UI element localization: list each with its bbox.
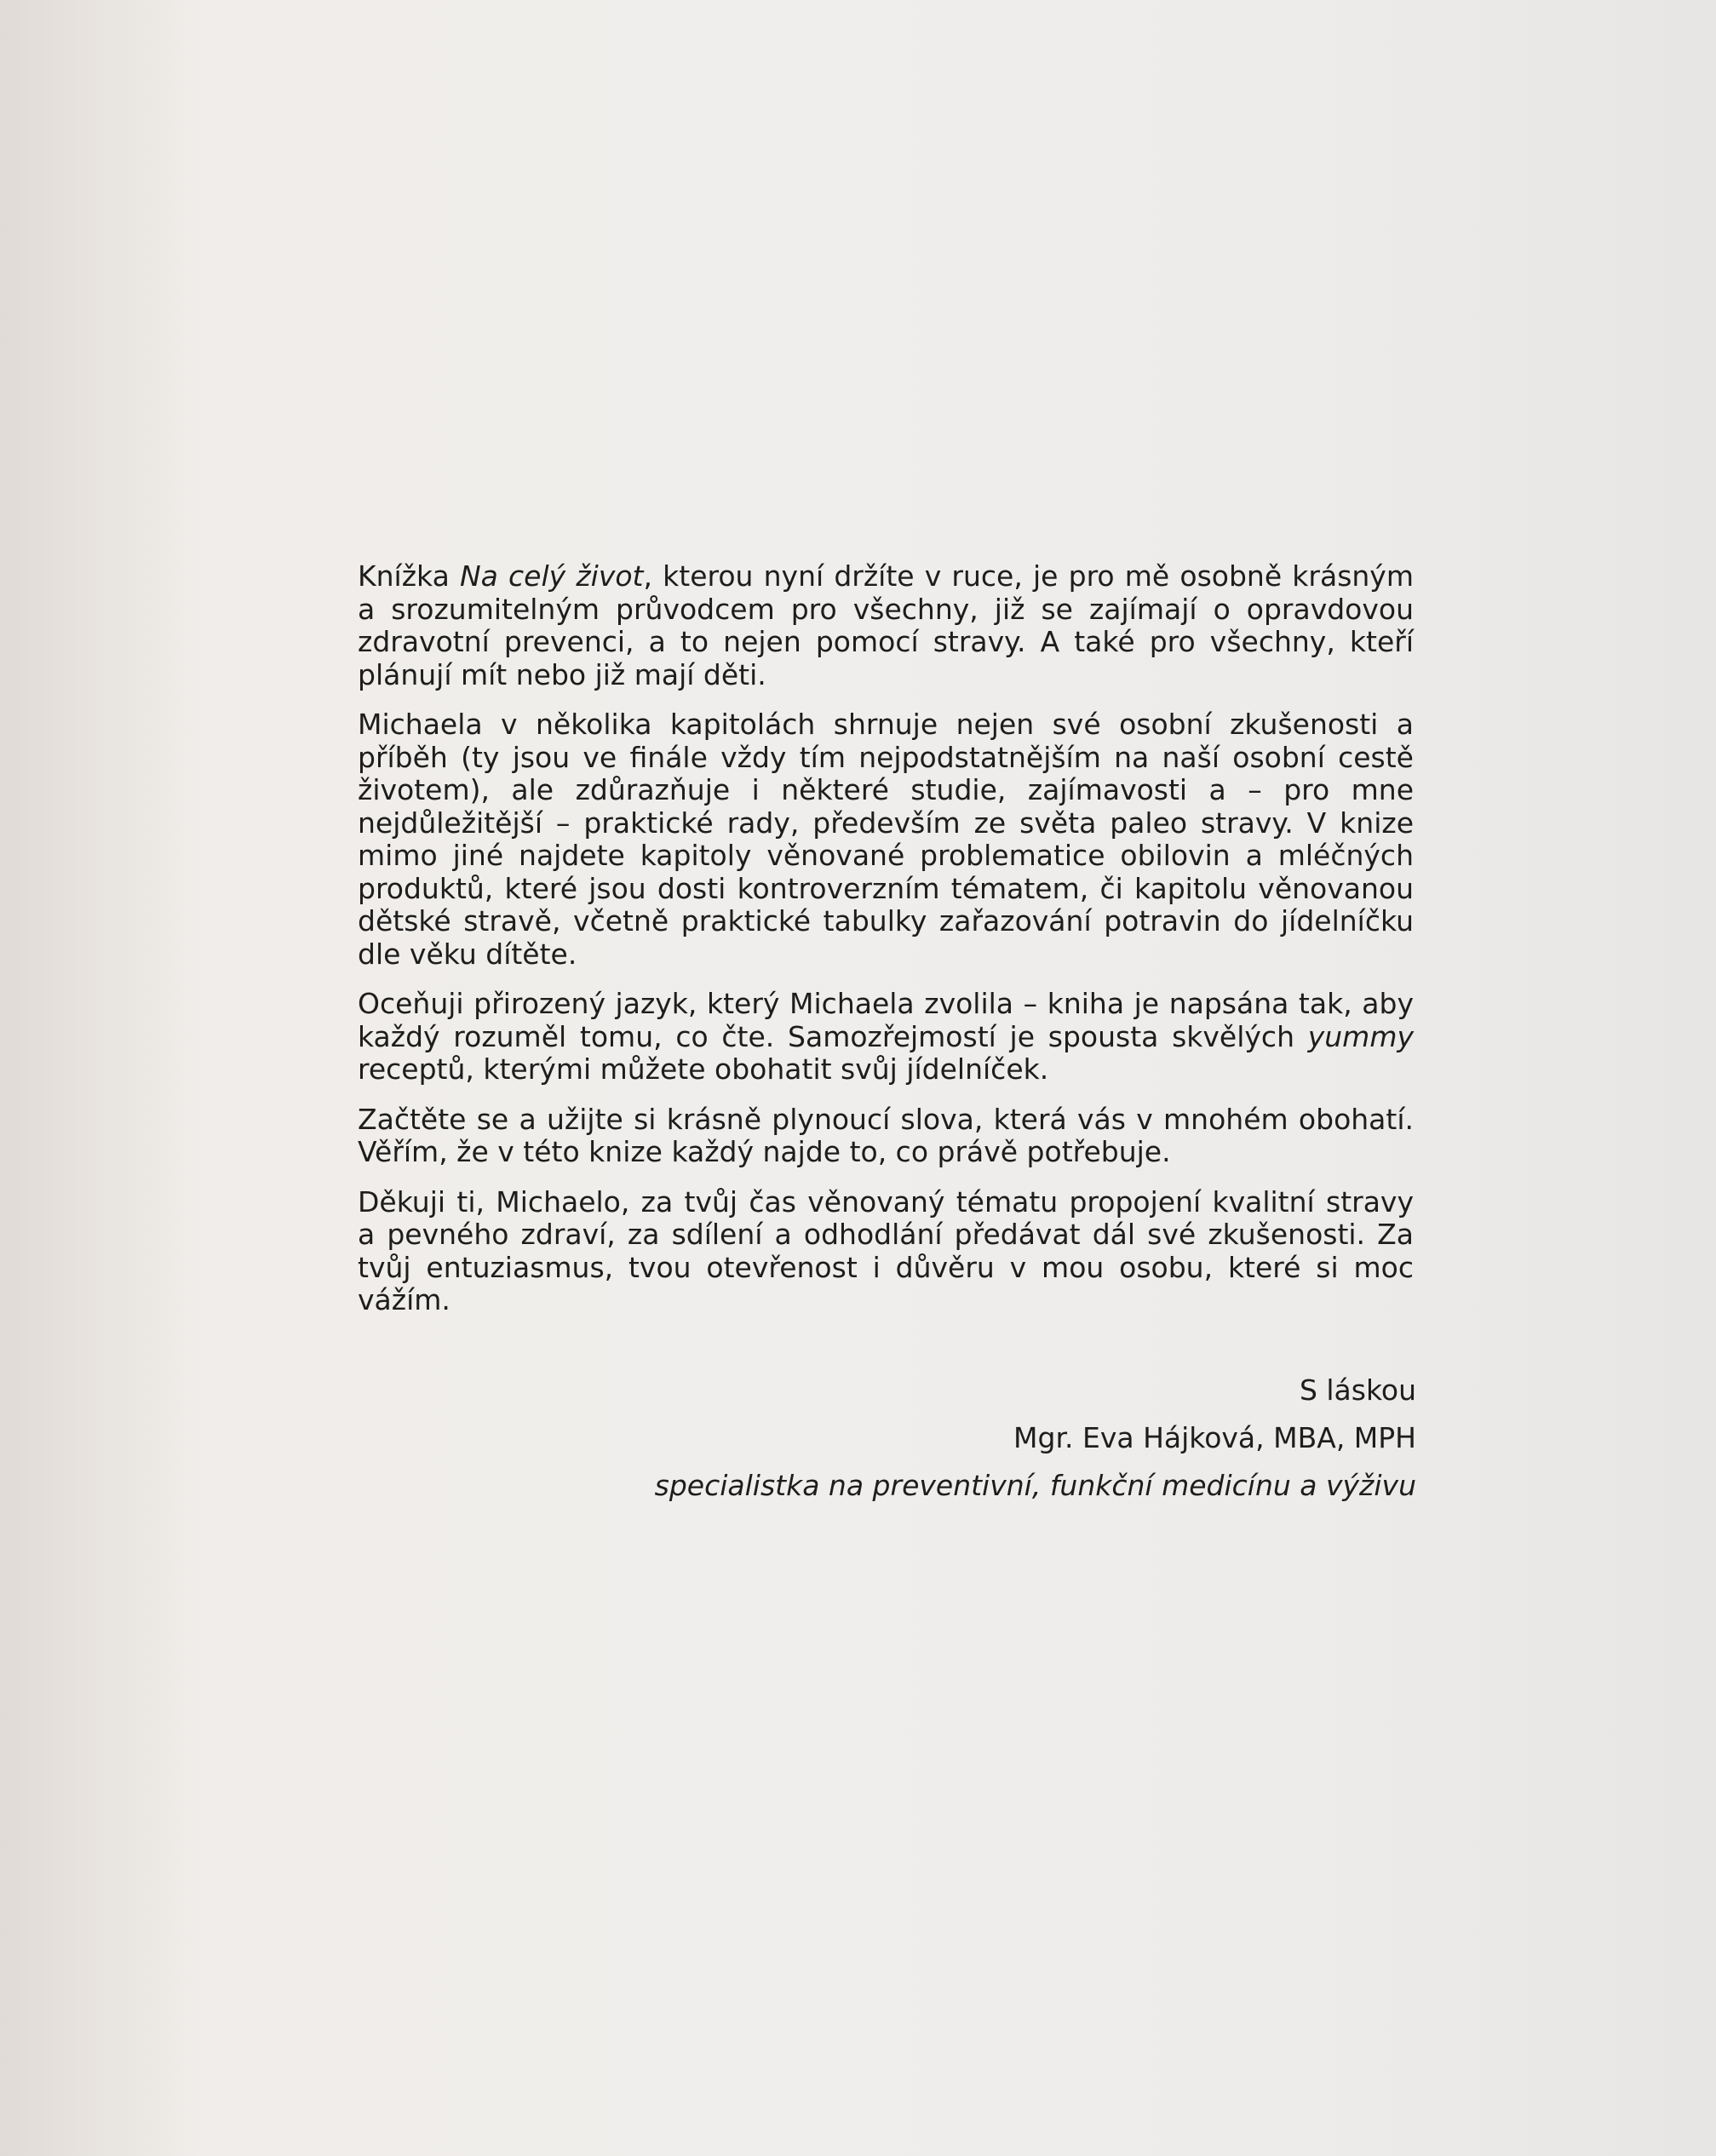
foreword-text [358,560,1414,1334]
paragraph-1 [358,560,1414,691]
signature-role: specialistka na preventivní, funkční medicínu a výživu [654,1469,1416,1502]
paragraph-1-start: Knížka [358,559,460,593]
paragraph-3-rest: receptů, kterými můžete obohatit svůj jídelníček. [358,1052,1049,1086]
book-title: Na celý život [459,559,644,593]
signature-name: Mgr. Eva Hájková, MBA, MPH [1013,1421,1416,1454]
page-shadow [0,0,204,2156]
signature-block [655,1367,1416,1510]
paragraph-3 [358,988,1414,1087]
signature-greeting: S láskou [1299,1373,1416,1407]
paragraph-4: Začtěte se a užijte si krásně plynoucí slova, která vás v mnohém obohatí. Věřím, že v této knize každý najde to, co právě potřebuje. [358,1102,1414,1168]
paragraph-1-rest: , kterou nyní držíte v ruce, je pro mě osobně krásným a srozumitelným průvodcem pro všechny, již se zajímají o opravdovou zdravotní prevenci, a to nejen pomocí stravy. A také pro všechny, kteří plánují mít nebo již mají děti. [358,559,1414,691]
paragraph-3-start: Oceňuji přirozený jazyk, který Michaela zvolila – kniha je napsána tak, aby každý rozuměl tomu, co čte. Samozřejmostí je spousta skvělých [358,987,1414,1053]
emphasis-yummy: yummy [1307,1019,1414,1053]
paragraph-2: Michaela v několika kapitolách shrnuje nejen své osobní zkušenosti a příběh (ty jsou ve finále vždy tím nejpodstatnějším na naší osobní cestě životem), ale zdůrazňuje i některé studie, zajímavosti a – pro mne nejdůležitější – praktické rady, především ze světa paleo stravy. V knize mimo jiné najdete kapitoly věnované problematice obilovin a mléčných produktů, které jsou dosti kontroverzním tématem, či kapitolu věnovanou dětské stravě, včetně praktické tabulky zařazování potravin do jídelníčku dle věku dítěte. [358,708,1414,971]
paragraph-5: Děkuji ti, Michaelo, za tvůj čas věnovaný tématu propojení kvalitní stravy a pevného zdraví, za sdílení a odhodlání předávat dál své zkušenosti. Za tvůj entuziasmus, tvou otevřenost i důvěru v mou osobu, které si moc vážím. [358,1184,1414,1316]
